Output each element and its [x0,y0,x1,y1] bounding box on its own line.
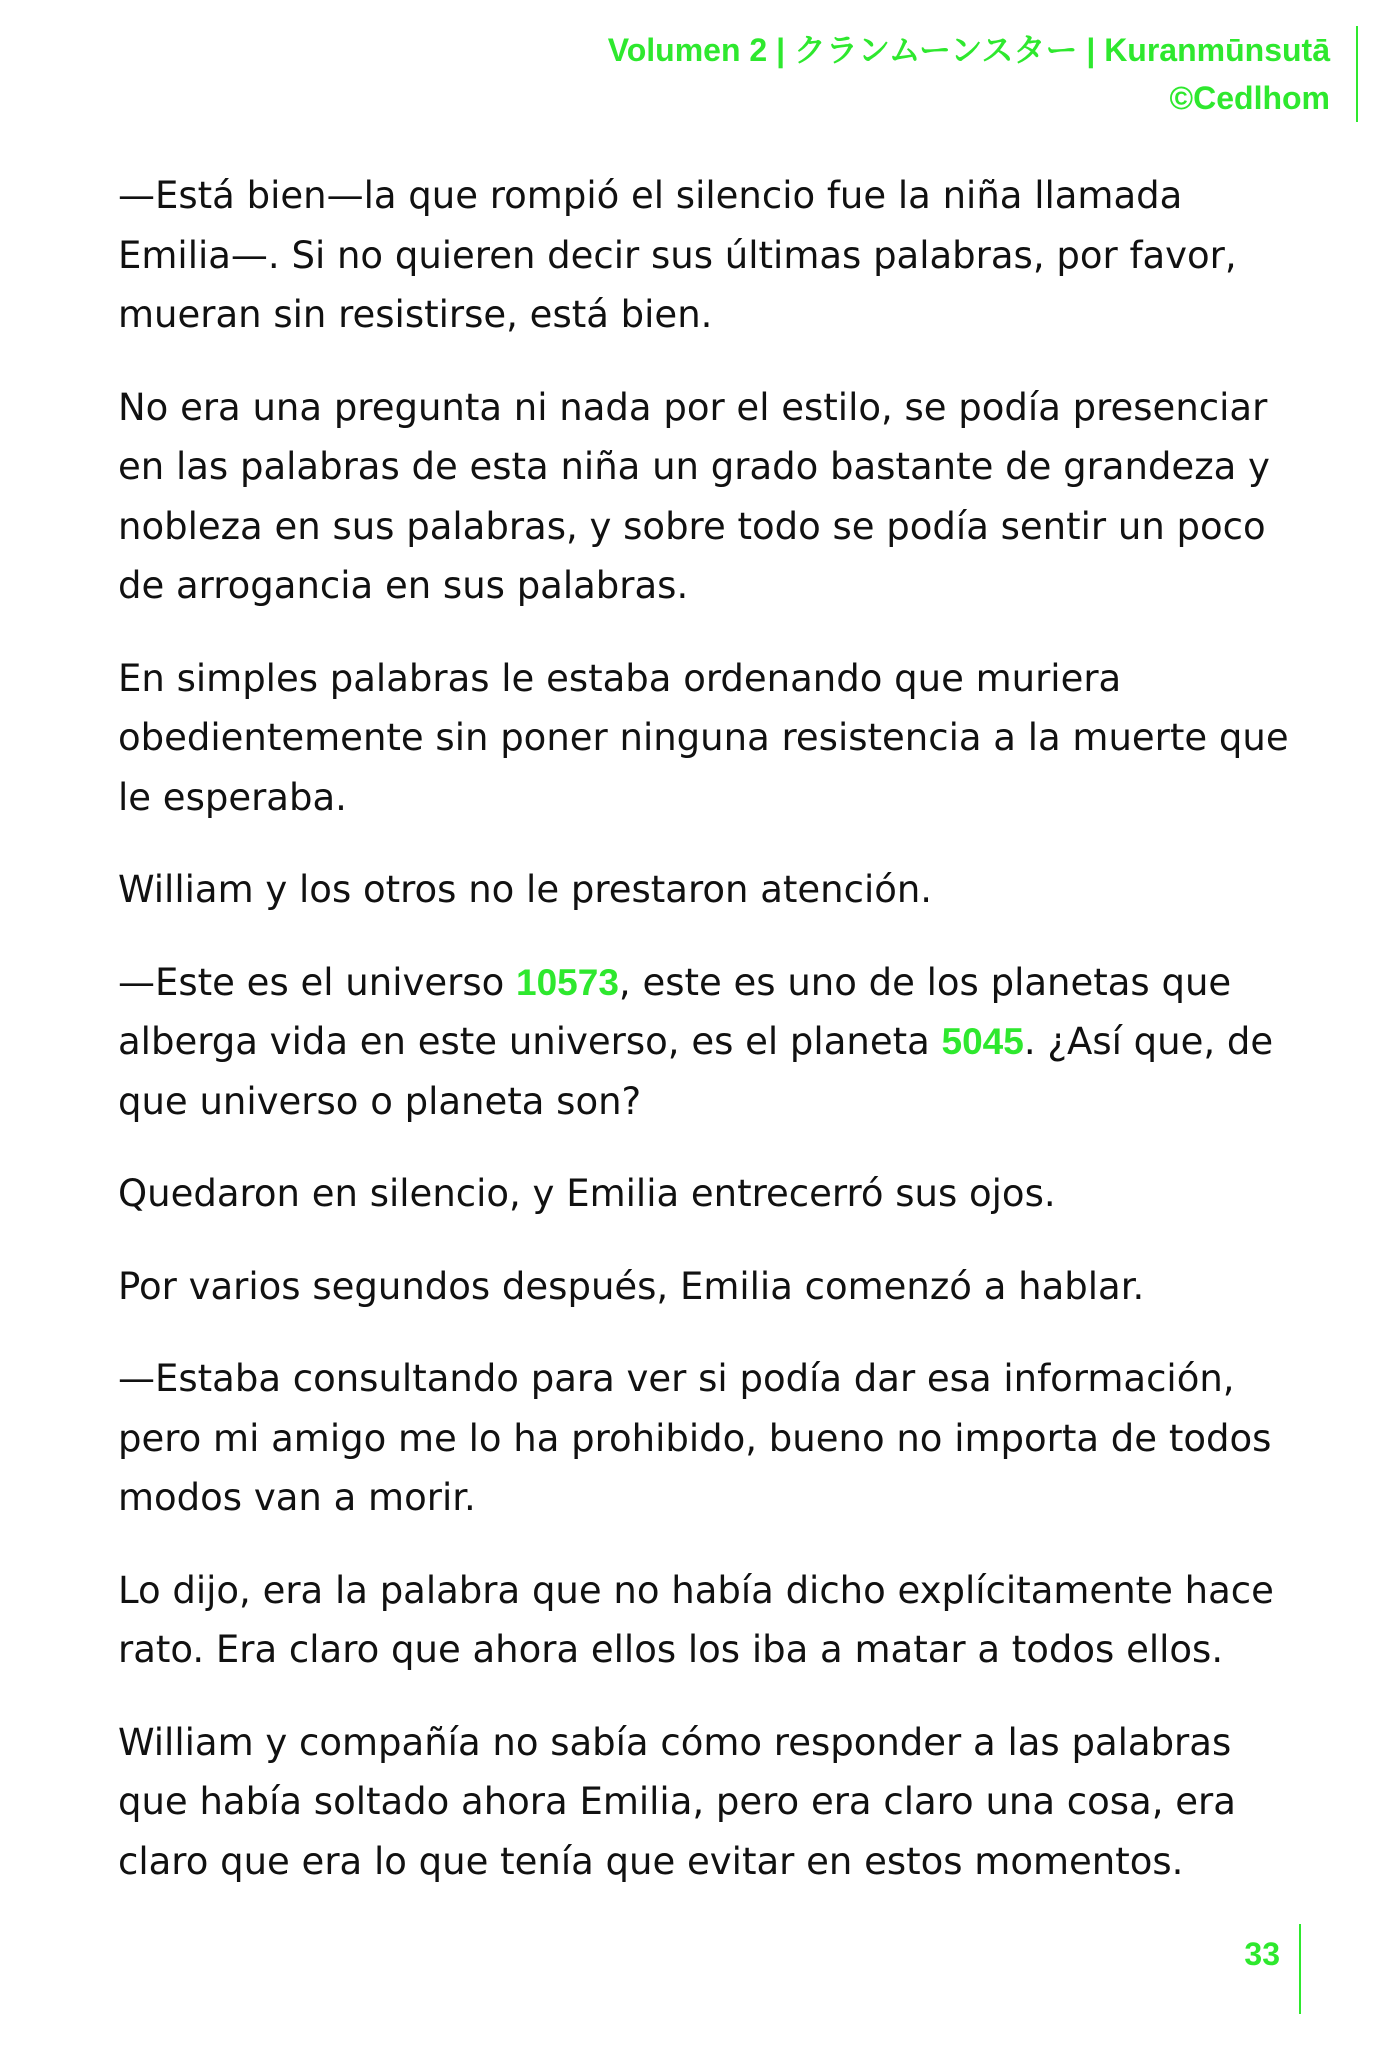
paragraph [118,953,1298,1132]
paragraph: No era una pregunta ni nada por el estilo, se podía presenciar en las palabras de esta niña un grado bastante de grandeza y nobleza en sus palabras, y sobre todo se podía sentir un poco de arrogancia en sus palabras. [118,385,1270,607]
paragraph: William y compañía no sabía cómo responder a las palabras que había soltado ahora Emilia, pero era claro una cosa, era claro que era lo que tenía que evitar en estos momentos. [118,1720,1236,1883]
paragraph-text: —Este es el universo [118,960,517,1004]
page-number: 33 [1244,1936,1280,1972]
paragraph: En simples palabras le estaba ordenando que muriera obedientemente sin poner ninguna resistencia a la muerte que le esperaba. [118,656,1289,819]
paragraph: —Está bien—la que rompió el silencio fue la niña llamada Emilia—. Si no quieren decir sus últimas palabras, por favor, mueran sin resistirse, está bien. [118,174,1237,336]
paragraph-text: . ¿Así que, de que universo o planeta son? [118,1020,1274,1123]
paragraph: —Estaba consultando para ver si podía dar esa información, pero mi amigo me lo ha prohibido, bueno no importa de todos modos van a morir. [118,1357,1272,1519]
paragraph-text: , este es uno de los planetas que alberga vida en este universo, es el planeta [118,960,1232,1063]
paragraph: Quedaron en silencio, y Emilia entrecerró sus ojos. [118,1172,1056,1215]
header-divider [1356,26,1358,122]
planet-number: 5045 [941,1021,1024,1062]
header-copyright: ©Cedlhom [1169,80,1330,116]
paragraph: William y los otros no le prestaron atención. [118,868,933,911]
footer-divider [1299,1924,1301,2014]
universe-number: 10573 [516,961,619,1003]
paragraph: Por varios segundos después, Emilia comenzó a hablar. [118,1264,1145,1308]
paragraph: Lo dijo, era la palabra que no había dicho explícitamente hace rato. Era claro que ahora ellos los iba a matar a todos ellos. [118,1568,1274,1671]
page-header [430,26,1330,122]
page-body [118,166,1298,1924]
header-title: Volumen 2 | クランムーンスター | Kuranmūnsutā [607,32,1330,68]
